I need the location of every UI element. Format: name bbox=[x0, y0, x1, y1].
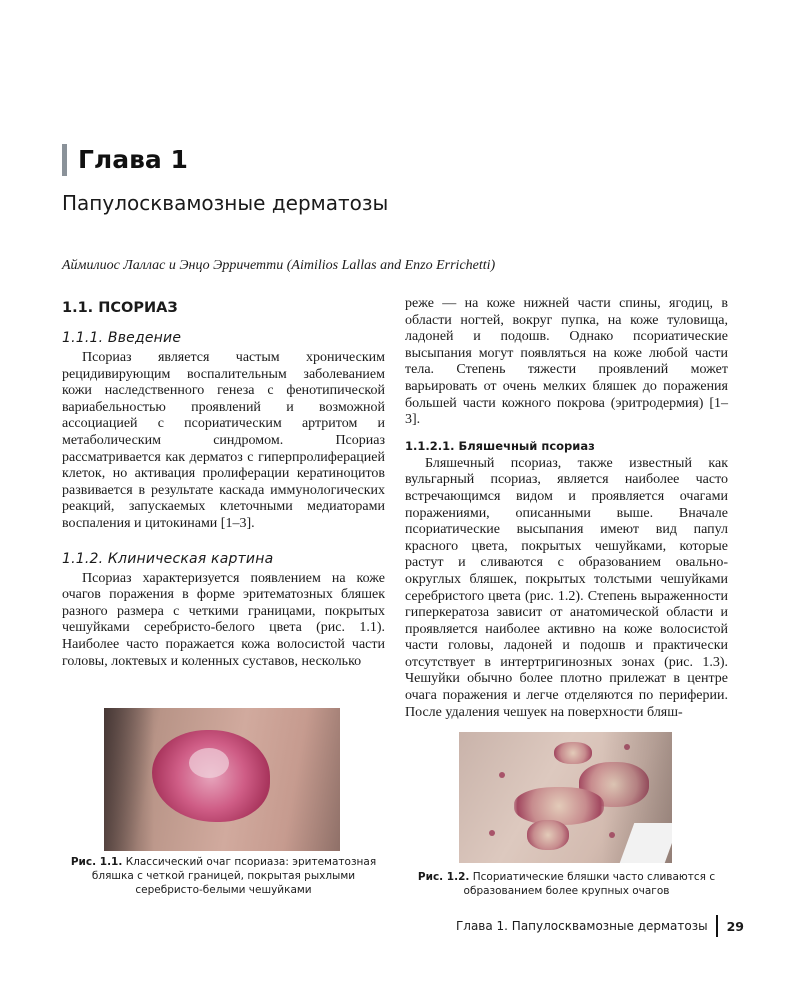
clinical-heading: 1.1.2. Клиническая картина bbox=[62, 550, 274, 567]
right-column bbox=[405, 298, 728, 721]
figure-2-caption bbox=[405, 870, 728, 898]
footer-divider bbox=[716, 915, 718, 937]
clinical-paragraph: Псориаз характеризуется появлением на коже очагов поражения в форме эритематозных бляшек разного размера с четкими границами, покрытых чешуйками серебристо-белого цвета (рис. 1.1). Наиболее часто поражается кожа волосистой части головы, локтевых и коленных суставов, несколько bbox=[62, 570, 385, 669]
plaque-paragraph: Бляшечный псориаз, также известный как вульгарный псориаз, является наиболее часто встречающимся видом и проявляется очагами поражениями, описанными выше. Вначале псориатические высыпания имеют вид папул красного цвета, покрытых чешуйками, которые растут и сливаются с образованием овально-округлых бляшек, покрытых толстыми чешуйками серебристого цвета (рис. 1.2). Степень выраженности гиперкератоза зависит от анатомической области и проявляется наиболее активно на коже волосистой части головы, ладоней и подошв и практически отсутствует в интертригинозных зонах (рис. 1.3). Чешуйки обычно более плотно прилежат в центре очага поражения и легче отделяются по периферии. После удаления чешуек на поверхности бляш- bbox=[405, 455, 728, 720]
section-title: 1.1. ПСОРИАЗ bbox=[62, 300, 178, 316]
papule bbox=[499, 772, 505, 778]
plaque-heading: 1.1.2.1. Бляшечный псориаз bbox=[405, 438, 595, 453]
figure-2-photo bbox=[459, 732, 672, 863]
intro-paragraph: Псориаз является частым хроническим рецидивирующим воспалительным заболеванием кожи наследственного генеза с фенотипической вариабельностью проявлений и возможной ассоциацией с псориатическим артритом и метаболическим синдромом. Псориаз рассматривается как дерматоз с гиперпролиферацией клеток, но активация пролиферации кератиноцитов развивается в результате каскада иммунологических реакций, запускаемых клеточными медиаторами воспаления и цитокинами [1–3]. bbox=[62, 350, 385, 531]
chapter-title: Глава 1 bbox=[78, 145, 188, 174]
plaque-lesion bbox=[554, 742, 592, 764]
figure-2-caption-text: Псориатические бляшки часто сливаются с образованием более крупных очагов bbox=[463, 871, 716, 897]
plaque-lesion bbox=[514, 787, 604, 825]
continued-paragraph: реже — на коже нижней части спины, ягодиц, в области ногтей, вокруг пупка, на коже туловища, ладоней и подошв. Однако псориатические высыпания могут появляться на коже любой части тела. Степень тяжести проявлений может варьировать от очень мелких бляшек до поражения большей части кожного покрова (эритродермия) [1–3]. bbox=[405, 296, 728, 428]
running-title: Глава 1. Папулосквамозные дерматозы bbox=[455, 919, 708, 933]
figure-1-photo bbox=[104, 708, 340, 851]
page-footer bbox=[456, 916, 744, 936]
papule bbox=[489, 830, 495, 836]
chapter-authors: Аймилиос Лаллас и Энцо Эрричетти (Aimilios Lallas and Enzo Errichetti) bbox=[62, 258, 496, 273]
figure-1-caption-text: Классический очаг псориаза: эритематозная бляшка с четкой границей, покрытая рыхлыми серебристо-белыми чешуйками bbox=[91, 856, 377, 896]
page-number: 29 bbox=[726, 918, 744, 934]
intro-heading: 1.1.1. Введение bbox=[62, 330, 182, 346]
figure-1-caption bbox=[62, 855, 385, 897]
photo-shadow bbox=[104, 708, 154, 851]
scale-patch bbox=[189, 748, 229, 778]
left-column bbox=[62, 298, 385, 670]
chapter-subtitle: Папулосквамозные дерматозы bbox=[62, 191, 389, 215]
figure-1-label: Рис. 1.1. bbox=[70, 856, 123, 868]
figure-2-label: Рис. 1.2. bbox=[417, 871, 470, 883]
chapter-heading bbox=[62, 144, 188, 176]
plaque-lesion bbox=[527, 820, 569, 850]
